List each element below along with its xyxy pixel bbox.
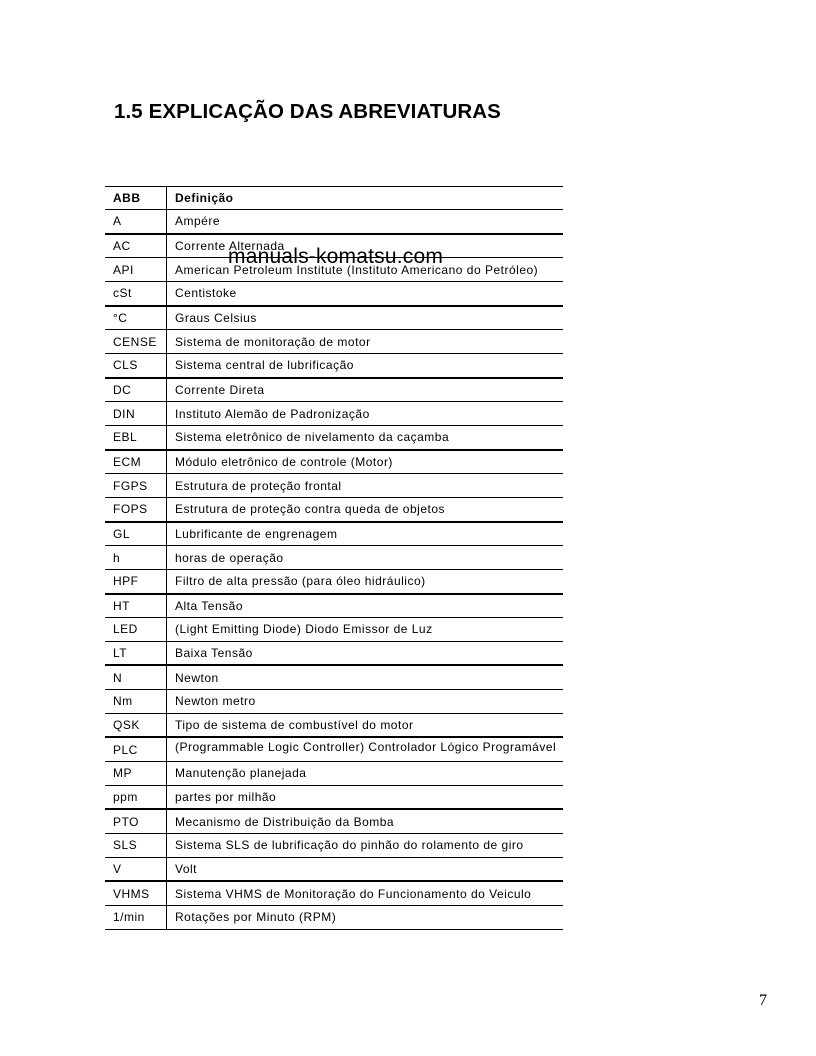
definition-cell: Sistema central de lubrificação <box>167 353 564 377</box>
definition-cell: Lubrificante de engrenagem <box>167 522 564 546</box>
abbreviation-cell: N <box>105 665 167 689</box>
abbreviation-cell: Nm <box>105 690 167 714</box>
abbreviation-cell: HT <box>105 594 167 618</box>
definition-cell: American Petroleum Institute (Instituto Americano do Petróleo) <box>167 258 564 282</box>
abbreviation-cell: MP <box>105 762 167 786</box>
table-row <box>105 474 563 498</box>
definition-cell: Filtro de alta pressão (para óleo hidráulico) <box>167 569 564 593</box>
definition-cell: Tipo de sistema de combustível do motor <box>167 713 564 737</box>
abbreviation-cell: °C <box>105 306 167 330</box>
definition-cell: Sistema de monitoração de motor <box>167 330 564 354</box>
table-row <box>105 690 563 714</box>
definition-cell: Instituto Alemão de Padronização <box>167 402 564 426</box>
table-row <box>105 834 563 858</box>
table-row <box>105 425 563 449</box>
table-row <box>105 713 563 737</box>
definition-text: (Programmable Logic Controller) Controlador Lógico Programável <box>175 740 557 755</box>
table-row <box>105 762 563 786</box>
table-row <box>105 497 563 521</box>
definition-cell: partes por milhão <box>167 785 564 809</box>
abbreviation-cell: LT <box>105 641 167 665</box>
definition-cell <box>167 737 564 761</box>
abbreviation-cell: ECM <box>105 450 167 474</box>
table-row <box>105 737 563 761</box>
abbreviation-cell: 1/min <box>105 906 167 930</box>
abbreviation-cell: VHMS <box>105 881 167 905</box>
abbreviation-cell: SLS <box>105 834 167 858</box>
definition-cell: horas de operação <box>167 546 564 570</box>
definition-cell: Ampére <box>167 210 564 234</box>
definition-cell: Módulo eletrônico de controle (Motor) <box>167 450 564 474</box>
table-row <box>105 857 563 881</box>
definition-cell: Corrente Direta <box>167 378 564 402</box>
definition-cell: Newton metro <box>167 690 564 714</box>
definition-cell: Corrente Alternada <box>167 234 564 258</box>
abbreviation-cell: DC <box>105 378 167 402</box>
header-definition: Definição <box>167 187 564 210</box>
table-row <box>105 210 563 234</box>
table-row <box>105 306 563 330</box>
section-title: 1.5 EXPLICAÇÃO DAS ABREVIATURAS <box>114 100 501 123</box>
abbreviation-cell: PTO <box>105 809 167 833</box>
header-abb: ABB <box>105 187 167 210</box>
table-row <box>105 402 563 426</box>
abbreviation-cell: PLC <box>105 737 167 761</box>
table-row <box>105 281 563 305</box>
table-row <box>105 569 563 593</box>
abbreviation-cell: A <box>105 210 167 234</box>
abbreviation-cell: V <box>105 857 167 881</box>
definition-cell: Sistema SLS de lubrificação do pinhão do rolamento de giro <box>167 834 564 858</box>
table-row <box>105 522 563 546</box>
definition-cell: Baixa Tensão <box>167 641 564 665</box>
abbreviation-cell: GL <box>105 522 167 546</box>
definition-cell: Mecanismo de Distribuição da Bomba <box>167 809 564 833</box>
table-row <box>105 906 563 930</box>
table-row <box>105 378 563 402</box>
abbreviation-cell: HPF <box>105 569 167 593</box>
table-row <box>105 785 563 809</box>
abbreviation-cell: ppm <box>105 785 167 809</box>
definition-cell: Estrutura de proteção frontal <box>167 474 564 498</box>
table-row <box>105 641 563 665</box>
definition-cell: Centistoke <box>167 281 564 305</box>
definition-cell: Manutenção planejada <box>167 762 564 786</box>
abbreviation-cell: DIN <box>105 402 167 426</box>
table-row <box>105 881 563 905</box>
definition-cell: Rotações por Minuto (RPM) <box>167 906 564 930</box>
table-row <box>105 353 563 377</box>
abbreviation-cell: CENSE <box>105 330 167 354</box>
abbreviation-cell: EBL <box>105 425 167 449</box>
table-header <box>105 187 563 210</box>
table-row <box>105 546 563 570</box>
abbreviation-cell: h <box>105 546 167 570</box>
watermark: manuals-komatsu.com <box>228 245 444 268</box>
table-row <box>105 330 563 354</box>
page-number: 7 <box>759 992 767 1009</box>
table-row <box>105 594 563 618</box>
abbreviation-cell: API <box>105 258 167 282</box>
abbreviation-cell: FGPS <box>105 474 167 498</box>
abbreviation-cell: FOPS <box>105 497 167 521</box>
definition-cell: Graus Celsius <box>167 306 564 330</box>
definition-cell: Alta Tensão <box>167 594 564 618</box>
definition-cell: Estrutura de proteção contra queda de objetos <box>167 497 564 521</box>
definition-cell: Sistema eletrônico de nivelamento da caçamba <box>167 425 564 449</box>
definition-cell: (Light Emitting Diode) Diodo Emissor de Luz <box>167 618 564 642</box>
table-row <box>105 618 563 642</box>
abbreviation-cell: QSK <box>105 713 167 737</box>
table-row <box>105 809 563 833</box>
abbreviations-table <box>105 186 563 930</box>
table-row <box>105 665 563 689</box>
definition-cell: Newton <box>167 665 564 689</box>
abbreviation-cell: AC <box>105 234 167 258</box>
definition-cell: Volt <box>167 857 564 881</box>
table-row <box>105 450 563 474</box>
abbreviation-cell: CLS <box>105 353 167 377</box>
abbreviation-cell: LED <box>105 618 167 642</box>
definition-cell: Sistema VHMS de Monitoração do Funcionamento do Veiculo <box>167 881 564 905</box>
abbreviation-cell: cSt <box>105 281 167 305</box>
